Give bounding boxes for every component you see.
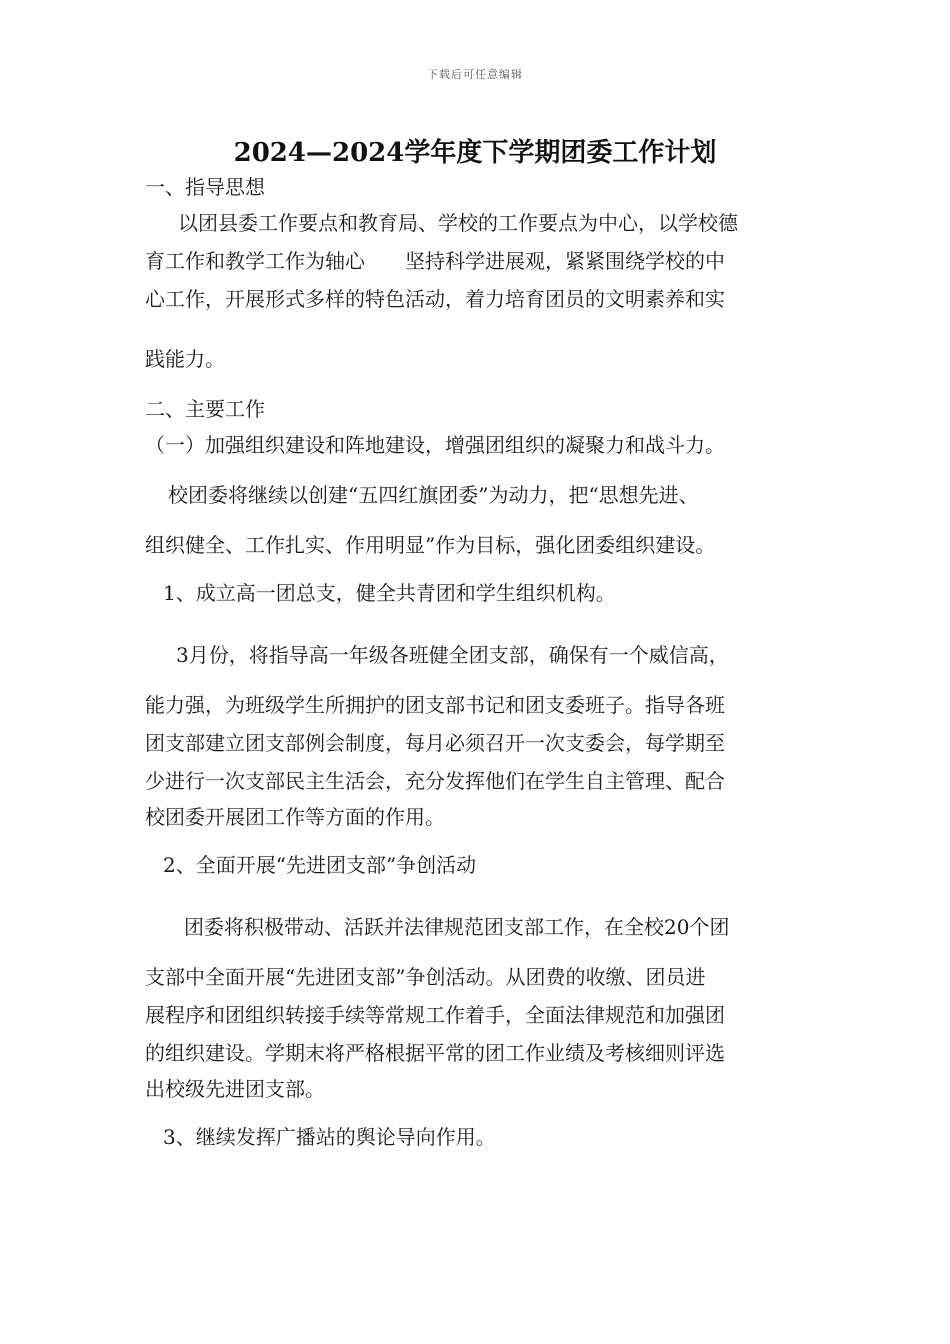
paragraph-line: 的组织建设。学期末将严格根据平常的团工作业绩及考核细则评选	[145, 1041, 725, 1065]
document-title: 2024—2024学年度下学期团委工作计划	[233, 138, 717, 168]
header-note: 下载后可任意编辑	[427, 68, 523, 81]
paragraph-line: 展程序和团组织转接手续等常规工作着手，全面法律规范和加强团	[145, 1003, 725, 1027]
list-item-heading: 3、继续发挥广播站的舆论导向作用。	[163, 1125, 496, 1149]
paragraph-line: 育工作和教学工作为轴心 坚持科学进展观，紧紧围绕学校的中	[145, 249, 725, 273]
paragraph-line: 少进行一次支部民主生活会，充分发挥他们在学生自主管理、配合	[145, 769, 725, 793]
subsection-heading: （一）加强组织建设和阵地建设，增强团组织的凝聚力和战斗力。	[145, 433, 725, 457]
paragraph-line: 组织健全、工作扎实、作用明显”作为目标，强化团委组织建设。	[145, 533, 716, 557]
paragraph-line: 团委将积极带动、活跃并法律规范团支部工作，在全校20个团	[184, 915, 730, 939]
paragraph-line: 支部中全面开展“先进团支部”争创活动。从团费的收缴、团员进	[145, 965, 706, 989]
paragraph-line: 能力强，为班级学生所拥护的团支部书记和团支委班子。指导各班	[145, 693, 725, 717]
list-item-heading: 2、全面开展“先进团支部”争创活动	[163, 853, 477, 877]
paragraph-line: 校团委开展团工作等方面的作用。	[145, 805, 445, 829]
paragraph-line: 3月份，将指导高一年级各班健全团支部，确保有一个威信高，	[176, 643, 729, 667]
paragraph-line: 团支部建立团支部例会制度，每月必须召开一次支委会，每学期至	[145, 731, 725, 755]
paragraph-line: 校团委将继续以创建“五四红旗团委”为动力，把“思想先进、	[168, 483, 699, 507]
section-heading-guiding-ideology: 一、指导思想	[145, 175, 265, 199]
paragraph-line: 践能力。	[145, 347, 225, 371]
list-item-heading: 1、成立高一团总支，健全共青团和学生组织机构。	[163, 581, 616, 605]
paragraph-line: 心工作，开展形式多样的特色活动，着力培育团员的文明素养和实	[145, 287, 725, 311]
section-heading-main-work: 二、主要工作	[145, 397, 265, 421]
paragraph-line: 出校级先进团支部。	[145, 1077, 325, 1101]
paragraph-line: 以团县委工作要点和教育局、学校的工作要点为中心，以学校德	[178, 211, 738, 235]
